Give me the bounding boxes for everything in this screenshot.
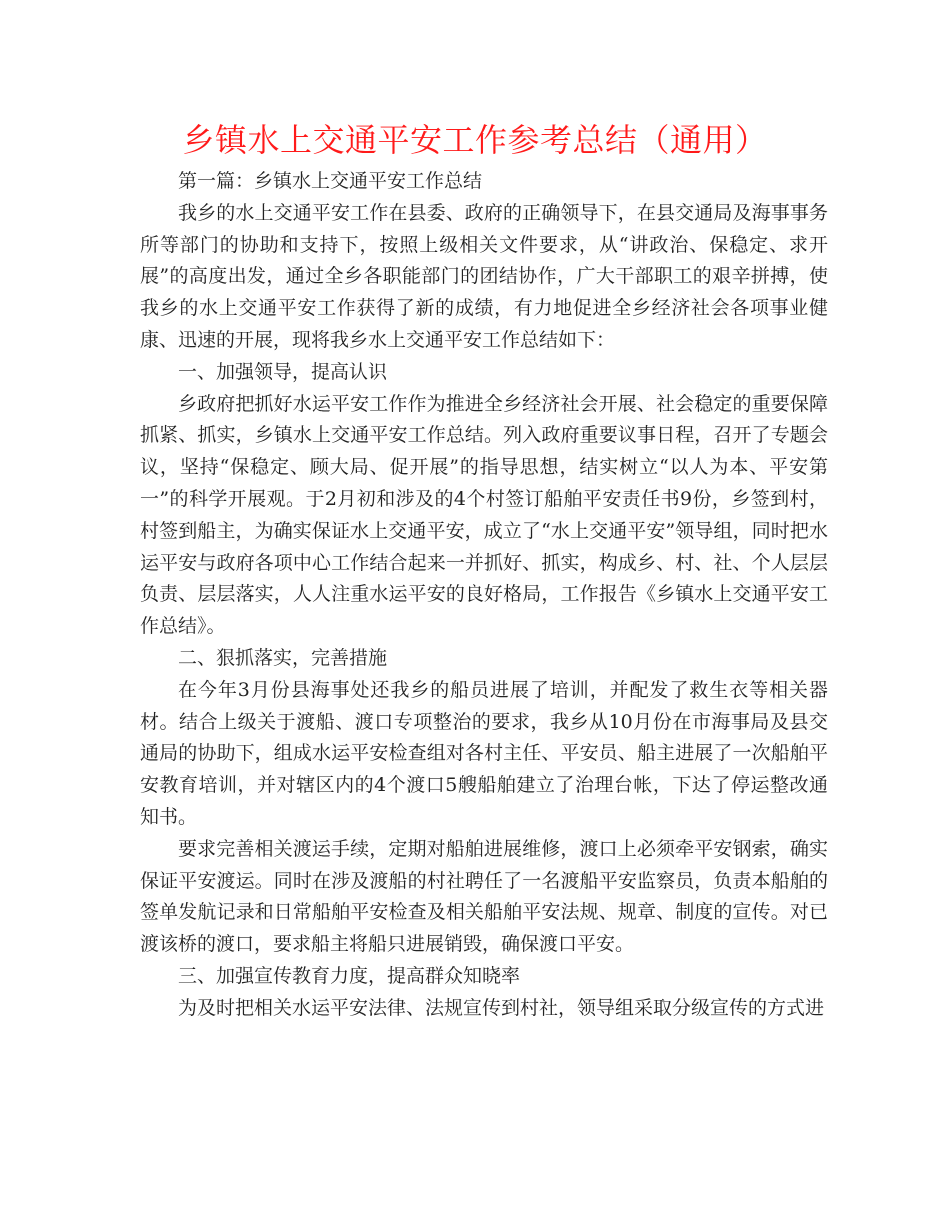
body-paragraph: 我乡的水上交通平安工作在县委、政府的正确领导下，在县交通局及海事事务所等部门的协助和支持下，按照上级相关文件要求，从“讲政治、保稳定、求开展”的高度出发，通过全乡各职能部门的团结协作，广大干部职工的艰辛拼搏，使我乡的水上交通平安工作获得了新的成绩，有力地促进全乡经济社会各项事业健康、迅速的开展，现将我乡水上交通平安工作总结如下： [140, 201, 828, 351]
body-paragraph: 乡政府把抓好水运平安工作作为推进全乡经济社会开展、社会稳定的重要保障抓紧、抓实，乡镇水上交通平安工作总结。列入政府重要议事日程，召开了专题会议，坚持“保稳定、顾大局、促开展”的指导思想，结实树立“以人为本、平安第一”的科学开展观。于2月初和涉及的4个村签订船舶平安责任书9份，乡签到村，村签到船主，为确实保证水上交通平安，成立了“水上交通平安”领导组，同时把水运平安与政府各项中心工作结合起来一并抓好、抓实，构成乡、村、社、个人层层负责、层层落实，人人注重水运平安的良好格局，工作报告《乡镇水上交通平安工作总结》。 [140, 392, 828, 638]
document-title: 乡镇水上交通平安工作参考总结（通用） [182, 121, 768, 159]
section-heading: 三、加强宣传教育力度，提高群众知晓率 [178, 964, 521, 987]
body-paragraph: 在今年3月份县海事处还我乡的船员进展了培训，并配发了救生衣等相关器材。结合上级关于渡船、渡口专项整治的要求，我乡从10月份在市海事局及县交通局的协助下，组成水运平安检查组对各村主任、平安员、船主进展了一次船舶平安教育培训，并对辖区内的4个渡口5艘船舶建立了治理台帐，下达了停运整改通知书。 [140, 678, 828, 828]
section-heading: 二、狠抓落实，完善措施 [178, 646, 388, 669]
section-heading: 一、加强领导，提高认识 [178, 360, 388, 383]
body-paragraph: 要求完善相关渡运手续，定期对船舶进展维修，渡口上必须牵平安钢索，确实保证平安渡运。同时在涉及渡船的村社聘任了一名渡船平安监察员，负责本船舶的签单发航记录和日常船舶平安检查及相关船舶平安法规、规章、制度的宣传。对已渡该桥的渡口，要求船主将船只进展销毁，确保渡口平安。 [140, 837, 828, 956]
document-body [140, 166, 828, 1025]
body-paragraph: 为及时把相关水运平安法律、法规宣传到村社，领导组采取分级宣传的方式进 [178, 996, 825, 1019]
document-subtitle: 第一篇：乡镇水上交通平安工作总结 [178, 170, 483, 192]
